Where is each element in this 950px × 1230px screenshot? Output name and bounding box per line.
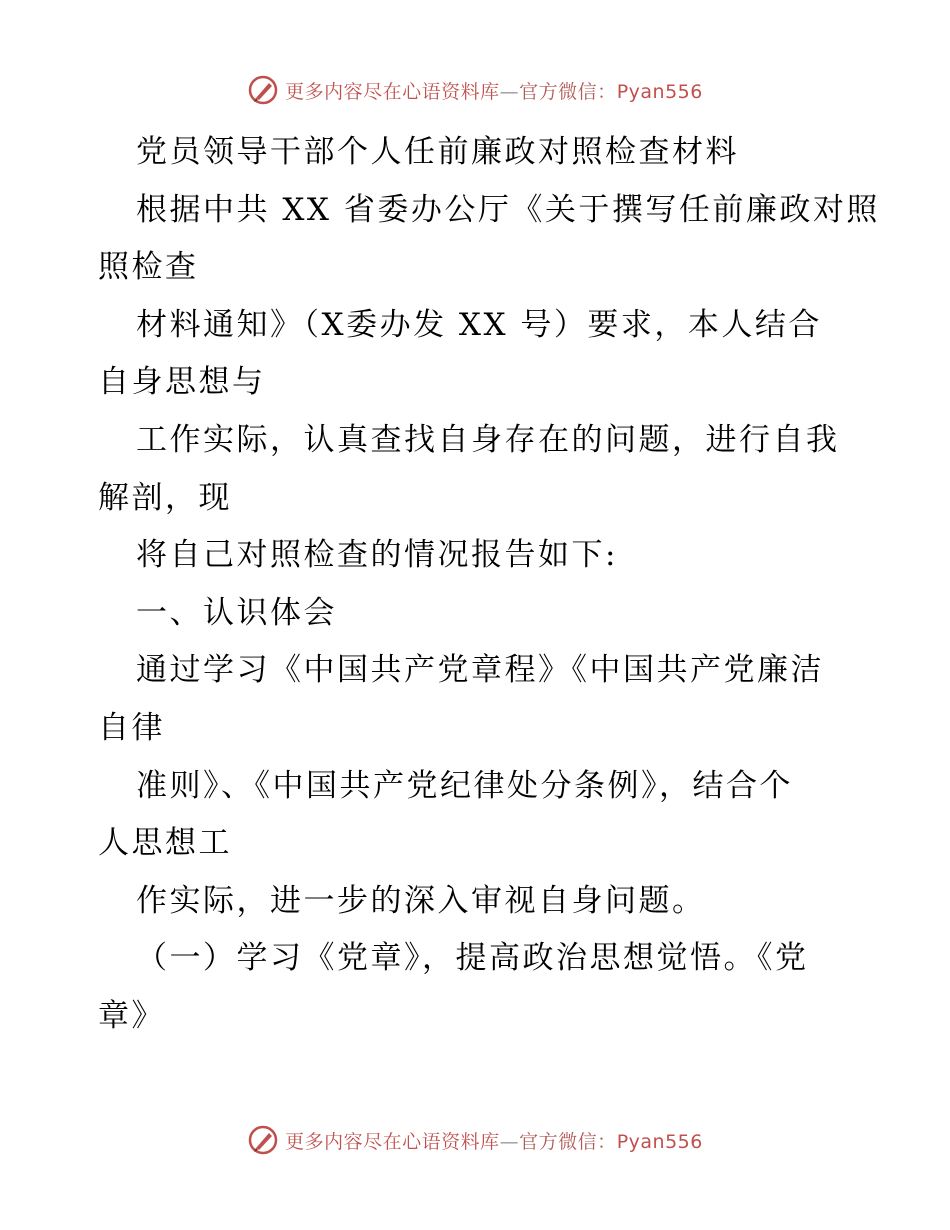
banner-wechat-id: Pyan556 [616,80,703,103]
document-line: 通过学习《中国共产党章程》《中国共产党廉洁 [136,652,824,689]
document-line: 解剖，现 [98,479,232,516]
banner-wechat-id: Pyan556 [616,1130,703,1153]
quill-pen-logo-icon [247,1124,279,1156]
document-line: 自律 [98,709,165,746]
banner-separator: — [499,1130,520,1153]
document-body [98,124,880,1046]
quill-pen-logo-icon [247,74,279,106]
document-line: 照检查 [98,249,199,286]
banner-text [285,1127,703,1154]
document-line: 材料通知》（X委办发 XX 号）要求，本人结合 [136,306,822,343]
document-line: 准则》、《中国共产党纪律处分条例》，结合个 [136,767,793,804]
document-line: 章》 [98,997,165,1034]
document-line: 将自己对照检查的情况报告如下: [136,537,618,574]
document-line: 工作实际，认真查找自身存在的问题，进行自我 [136,421,840,458]
document-line: 党员领导干部个人任前廉政对照检查材料 [136,134,739,170]
document-line: 自身思想与 [98,364,266,401]
document-line: （一）学习《党章》，提高政治思想觉悟。《党 [136,940,809,977]
banner-slogan: 更多内容尽在心语资料库 [285,80,500,103]
banner-text [285,77,703,104]
document-line: 根据中共 XX 省委办公厅《关于撰写任前廉政对照 [136,191,880,228]
footer-banner [0,1120,950,1160]
document-line: 作实际，进一步的深入审视自身问题。 [136,882,706,919]
banner-wechat-label: 官方微信： [519,80,617,103]
document-line: 一、认识体会 [136,594,337,631]
document-line: 人思想工 [98,825,232,862]
banner-slogan: 更多内容尽在心语资料库 [285,1130,500,1153]
banner-separator: — [499,80,520,103]
header-banner [0,70,950,110]
banner-wechat-label: 官方微信： [519,1130,617,1153]
